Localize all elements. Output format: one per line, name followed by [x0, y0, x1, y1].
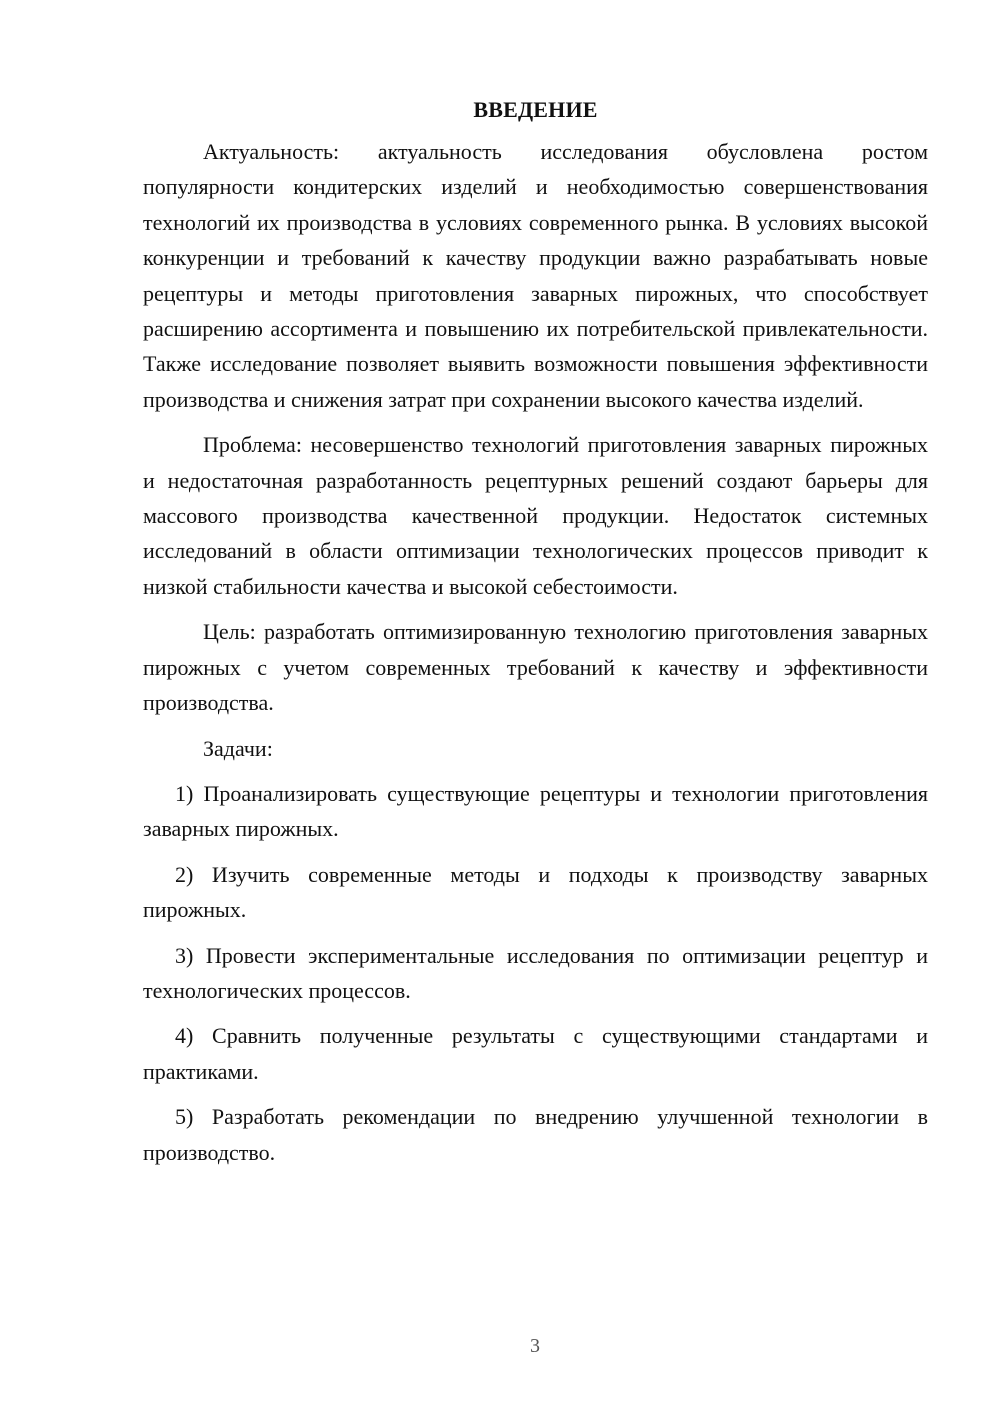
page-title: ВВЕДЕНИЕ: [473, 97, 598, 122]
task-item-3: 3) Провести экспериментальные исследования по оптимизации рецептур и технологических процессов.: [143, 942, 928, 1003]
task-item-5: 5) Разработать рекомендации по внедрению улучшенной технологии в производство.: [143, 1104, 928, 1165]
task-item-1: 1) Проанализировать существующие рецептуры и технологии приготовления заварных пирожных.: [143, 780, 928, 842]
paragraph-relevance: Актуальность: актуальность исследования обусловлена ростом популярности кондитерских изделий и необходимостью совершенствования технологий их производства в условиях современного рынка. В условиях высокой конкуренции и требований к качеству продукции важно разрабатывать новые рецептуры и методы приготовления заварных пирожных, что способствует расширению ассортимента и повышению их потребительской привлекательности. Также исследование позволяет выявить возможности повышения эффективности производства и снижения затрат при сохранении высокого качества изделий.: [143, 139, 928, 412]
paragraph-problem: Проблема: несовершенство технологий приготовления заварных пирожных и недостаточная разработанность рецептурных решений создают барьеры для массового производства качественной продукции. Недостаток системных исследований в области оптимизации технологических процессов приводит к низкой стабильности качества и высокой себестоимости.: [143, 432, 928, 599]
page-number: 3: [530, 1335, 540, 1357]
paragraph-goal: Цель: разработать оптимизированную технологию приготовления заварных пирожных с учетом современных требований к качеству и эффективности производства.: [143, 619, 928, 716]
task-item-4: 4) Сравнить полученные результаты с существующими стандартами и практиками.: [143, 1023, 928, 1084]
task-item-2: 2) Изучить современные методы и подходы к производству заварных пирожных.: [143, 861, 928, 923]
tasks-label: Задачи:: [203, 735, 273, 761]
page-content: [143, 92, 928, 1170]
